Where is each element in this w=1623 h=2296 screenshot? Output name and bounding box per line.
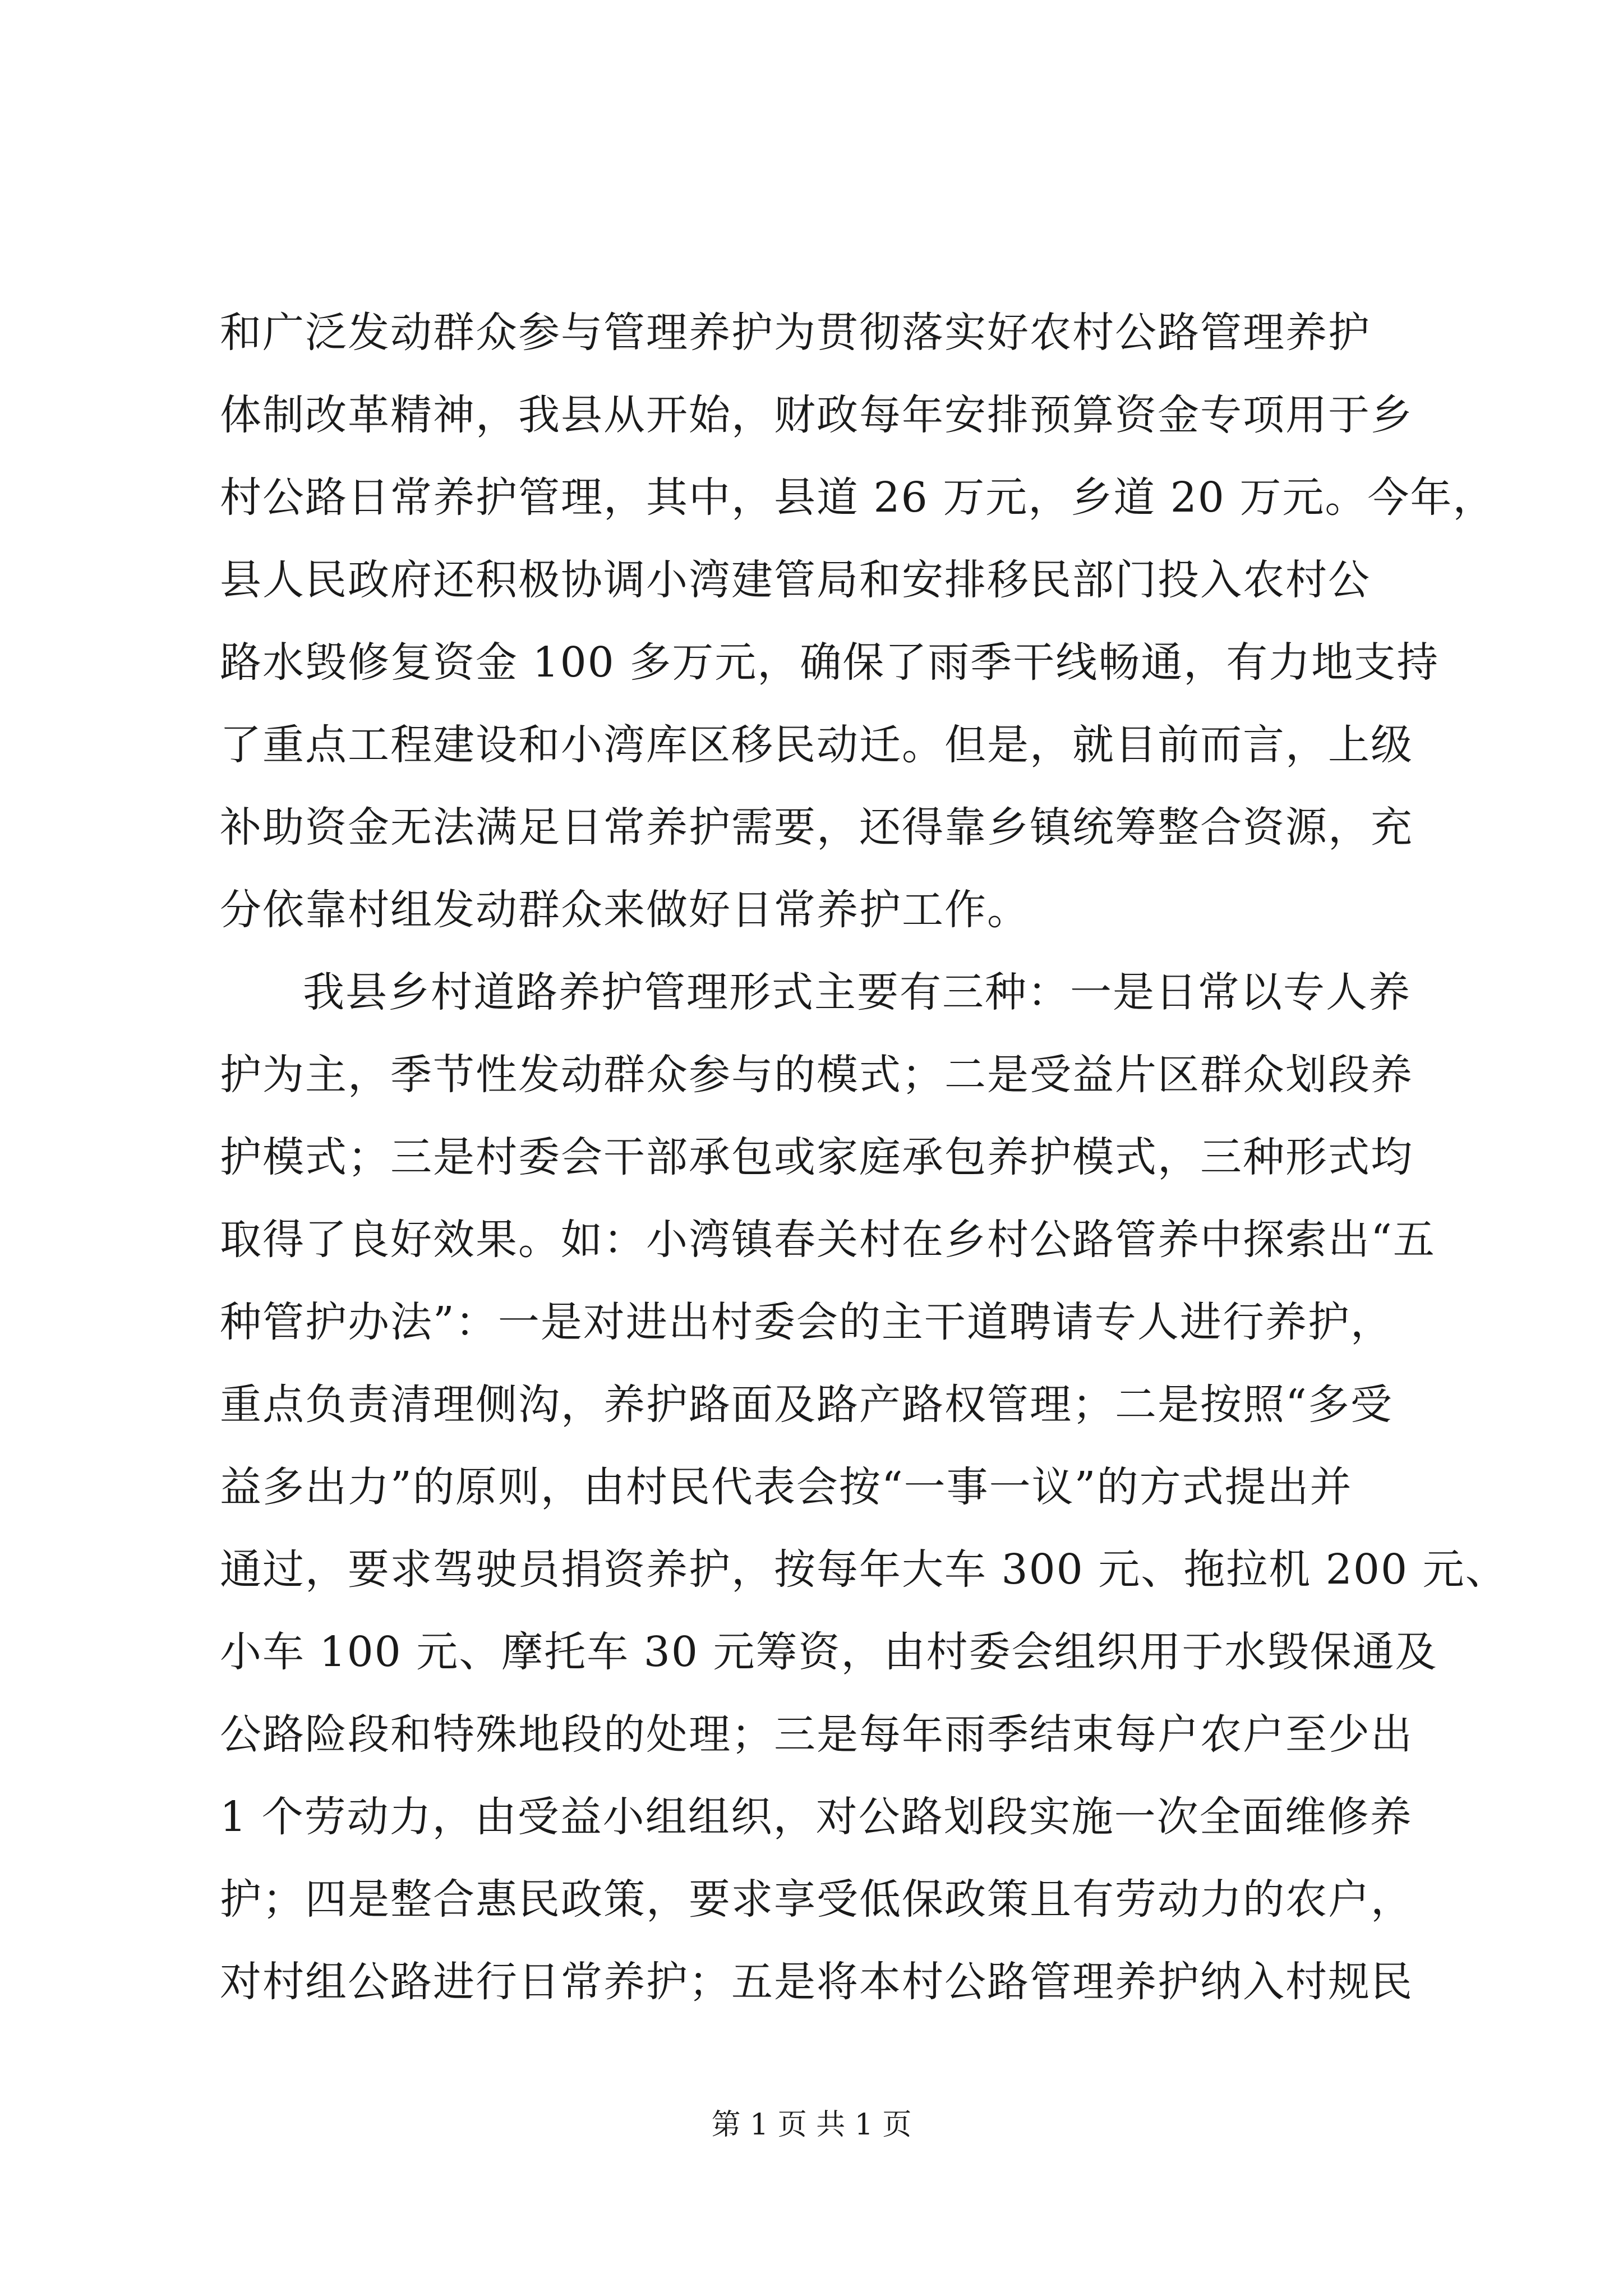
paragraph-1	[220, 292, 1496, 951]
text-line: 和广泛发动群众参与管理养护为贯彻落实好农村公路管理养护	[220, 309, 1371, 357]
document-body	[220, 292, 1508, 2023]
text-line: 补助资金无法满足日常养护需要，还得靠乡镇统筹整合资源，充	[220, 803, 1413, 852]
text-line: 小车 100 元、摩托车 30 元筹资，由村委会组织用于水毁保通及	[220, 1628, 1438, 1676]
text-line: 护；四是整合惠民政策，要求享受低保政策且有劳动力的农户，	[220, 1875, 1413, 1924]
text-line: 分依靠村组发动群众来做好日常养护工作。	[220, 886, 1030, 934]
text-line: 护模式；三是村委会干部承包或家庭承包养护模式，三种形式均	[220, 1133, 1413, 1181]
text-line: 种管护办法”：一是对进出村委会的主干道聘请专人进行养护，	[220, 1298, 1393, 1346]
text-line: 路水毁修复资金 100 多万元，确保了雨季干线畅通，有力地支持	[220, 638, 1440, 687]
text-line: 县人民政府还积极协调小湾建管局和安排移民部门投入农村公	[220, 556, 1371, 604]
text-line: 1 个劳动力，由受益小组组织，对公路划段实施一次全面维修养	[220, 1793, 1413, 1841]
paragraph-2	[220, 951, 1508, 2023]
text-line: 村公路日常养护管理，其中，县道 26 万元，乡道 20 万元。今年，	[220, 473, 1496, 522]
text-line: 益多出力”的原则，由村民代表会按“一事一议”的方式提出并	[220, 1463, 1353, 1511]
text-line: 我县乡村道路养护管理形式主要有三种：一是日常以专人养	[303, 968, 1411, 1016]
text-line: 对村组公路进行日常养护；五是将本村公路管理养护纳入村规民	[220, 1958, 1413, 2006]
text-line: 了重点工程建设和小湾库区移民动迁。但是，就目前而言，上级	[220, 721, 1413, 769]
text-line: 重点负责清理侧沟，养护路面及路产路权管理；二是按照“多受	[220, 1381, 1393, 1429]
text-line: 公路险段和特殊地段的处理；三是每年雨季结束每户农户至少出	[220, 1710, 1413, 1759]
text-line: 取得了良好效果。如：小湾镇春关村在乡村公路管养中探索出“五	[220, 1216, 1436, 1264]
text-line: 通过，要求驾驶员捐资养护，按每年大车 300 元、拖拉机 200 元、	[220, 1545, 1508, 1594]
text-line: 护为主，季节性发动群众参与的模式；二是受益片区群众划段养	[220, 1051, 1413, 1099]
page-number-footer: 第 1 页 共 1 页	[711, 2108, 912, 2142]
text-line: 体制改革精神，我县从开始，财政每年安排预算资金专项用于乡	[220, 391, 1413, 439]
